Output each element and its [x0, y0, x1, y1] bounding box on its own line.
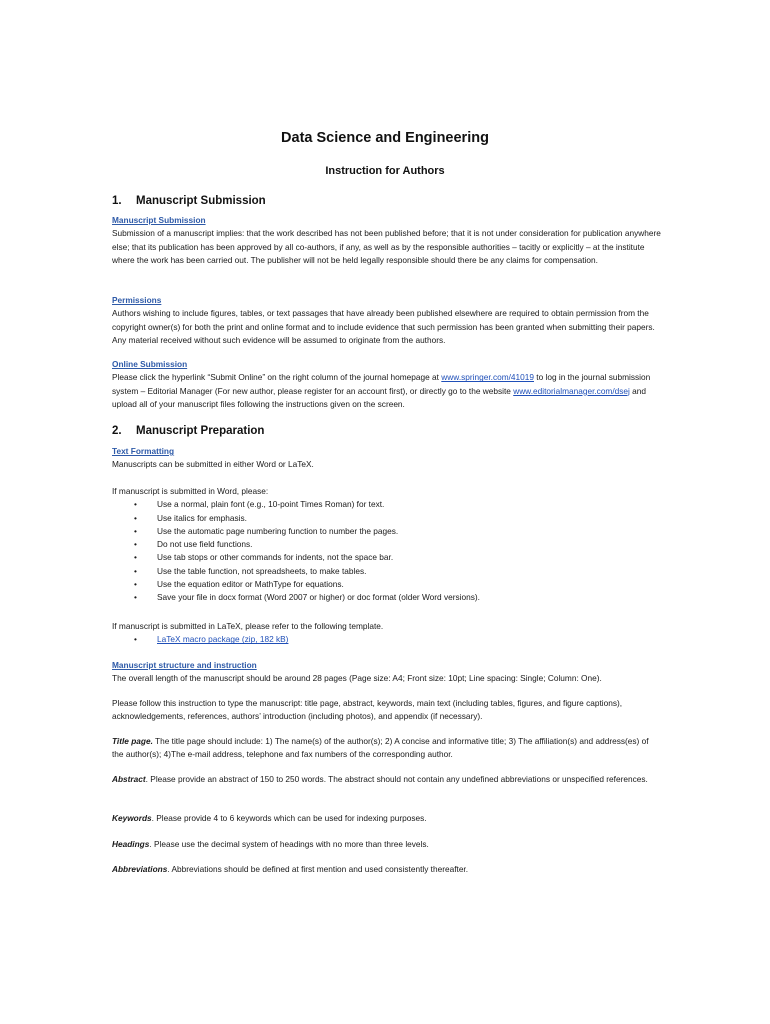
document-subtitle: Instruction for Authors — [325, 165, 445, 177]
bullet-icon: • — [134, 579, 137, 590]
section-2-heading — [112, 425, 264, 437]
bullet-icon: • — [134, 592, 137, 603]
bullet-icon: • — [134, 499, 137, 510]
word-instructions-list — [112, 498, 662, 604]
document-title: Data Science and Engineering — [281, 130, 489, 146]
word-intro: If manuscript is submitted in Word, please: — [112, 486, 269, 496]
list-item — [112, 633, 662, 646]
subheading-manuscript-structure[interactable]: Manuscript structure and instruction — [112, 660, 257, 670]
word-instructions-block — [112, 485, 662, 605]
manuscript-follow-text: Please follow this instruction to type the manuscript: title page, abstract, keywords, main text (including tables, figures, and figure captions), acknowledgements, references, authors’ introduction (including photos), and appendix (if necessary). — [112, 698, 623, 722]
manuscript-structure-block — [112, 659, 662, 686]
list-item-text: Use the automatic page numbering function to number the pages. — [157, 525, 399, 536]
springer-link[interactable]: www.springer.com/41019 — [441, 372, 534, 383]
bullet-icon: • — [134, 525, 137, 536]
list-item — [112, 565, 662, 578]
list-item-text: Use italics for emphasis. — [157, 512, 247, 523]
online-submission-text-part1: Please click the hyperlink “Submit Online” on the right column of the journal homepage at — [112, 372, 442, 383]
bullet-icon: • — [134, 539, 137, 550]
abstract-label: Abstract — [112, 774, 146, 784]
bullet-icon: • — [134, 512, 137, 523]
manuscript-submission-text: Submission of a manuscript implies: that the work described has not been published before; that it is not under consideration for publication anywhere else; that its publication has been approved by all co-authors, if any, as well as by the responsible authorities – tacitly or explicitly – at the institute where the work has been carried out. The publisher will not be held legally responsible should there be any claims for compensation. — [112, 228, 661, 265]
headings-text: . Please use the decimal system of headings with no more than three levels. — [149, 839, 429, 849]
editorial-manager-link[interactable]: www.editorialmanager.com/dsej — [513, 385, 630, 396]
manuscript-length-text: The overall length of the manuscript should be around 28 pages (Page size: A4; Front size: 10pt; Line spacing: Single; Column: One). — [112, 673, 602, 684]
keywords-paragraph — [112, 812, 662, 825]
abbreviations-label: Abbreviations — [112, 864, 168, 874]
abstract-paragraph — [112, 773, 662, 786]
text-formatting-block — [112, 445, 662, 472]
list-item — [112, 538, 662, 551]
title-page-paragraph — [112, 735, 662, 762]
subheading-online-submission[interactable]: Online Submission — [112, 359, 188, 369]
online-submission-text-part3: and upload all of your manuscript files following the instructions given on the screen. — [112, 385, 647, 409]
permissions-block — [112, 294, 662, 347]
abstract-text: . Please provide an abstract of 150 to 250 words. The abstract should not contain any undefined abbreviations or unspecified references. — [145, 774, 648, 784]
section-1-heading — [112, 195, 266, 207]
online-submission-text — [112, 371, 662, 411]
subheading-text-formatting[interactable]: Text Formatting — [112, 446, 175, 456]
latex-instructions-block — [112, 620, 662, 647]
latex-package-link[interactable]: LaTeX macro package (zip, 182 kB) — [157, 634, 289, 645]
list-item — [112, 525, 662, 538]
title-page-label: Title page. — [112, 736, 153, 746]
bullet-icon: • — [134, 634, 137, 645]
subheading-manuscript-submission[interactable]: Manuscript Submission — [112, 215, 206, 225]
text-formatting-text: Manuscripts can be submitted in either Word or LaTeX. — [112, 459, 314, 470]
online-submission-text-part2: to log in the journal submission system – Editorial Manager (For new author, please register for an account first), or directly go to the website — [112, 372, 651, 396]
subheading-permissions[interactable]: Permissions — [112, 295, 162, 305]
list-item — [112, 591, 662, 604]
headings-paragraph — [112, 838, 662, 851]
list-item — [112, 512, 662, 525]
abbreviations-text: . Abbreviations should be defined at first mention and used consistently thereafter. — [167, 864, 469, 874]
permissions-text: Authors wishing to include figures, tables, or text passages that have already been published elsewhere are required to obtain permission from the copyright owner(s) for both the print and online format and to include evidence that such permission has been granted when submitting their papers. Any material received without such evidence will be assumed to originate from the authors. — [112, 308, 655, 345]
list-item-text: Do not use field functions. — [157, 539, 253, 550]
headings-label: Headings — [112, 839, 150, 849]
title-page-text: The title page should include: 1) The name(s) of the author(s); 2) A concise and informative title; 3) The affiliation(s) and address(es) of the author(s); 4)The e-mail address, telephone and fax numbers of the corresponding author. — [112, 736, 649, 760]
list-item-text: Use tab stops or other commands for indents, not the space bar. — [157, 552, 394, 563]
list-item-text: Use the equation editor or MathType for equations. — [157, 579, 344, 590]
list-item — [112, 578, 662, 591]
bullet-icon: • — [134, 552, 137, 563]
bullet-icon: • — [134, 565, 137, 576]
keywords-text: . Please provide 4 to 6 keywords which can be used for indexing purposes. — [151, 813, 427, 823]
section-2-number: 2. — [112, 425, 122, 437]
section-1-number: 1. — [112, 195, 122, 207]
abbreviations-paragraph — [112, 863, 662, 876]
list-item-text: Use the table function, not spreadsheets, to make tables. — [157, 565, 367, 576]
section-2-title: Manuscript Preparation — [136, 425, 265, 437]
latex-list — [112, 633, 662, 646]
latex-intro: If manuscript is submitted in LaTeX, please refer to the following template. — [112, 621, 384, 631]
section-1-title: Manuscript Submission — [136, 195, 266, 207]
list-item-text: Use a normal, plain font (e.g., 10-point Times Roman) for text. — [157, 499, 385, 510]
keywords-label: Keywords — [112, 813, 152, 823]
online-submission-block — [112, 358, 662, 411]
list-item — [112, 551, 662, 564]
manuscript-submission-block — [112, 214, 662, 267]
list-item — [112, 498, 662, 511]
list-item-text: Save your file in docx format (Word 2007 or higher) or doc format (older Word versions). — [157, 592, 480, 603]
